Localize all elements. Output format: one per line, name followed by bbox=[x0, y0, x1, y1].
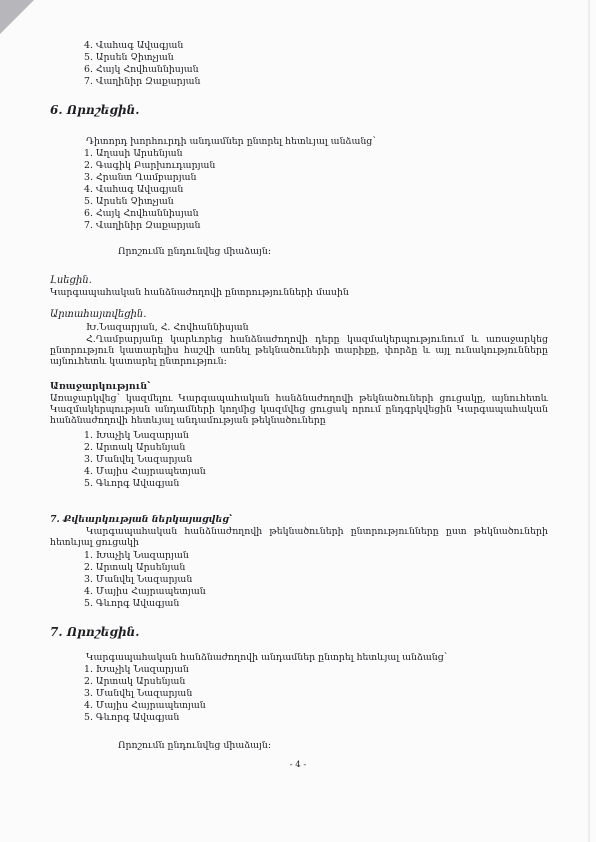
list-item: 4. Մայիս Հայրապետյան bbox=[84, 700, 206, 711]
paragraph: Առաջարկվեց՝ կազմելու Կարգապահական հանձնաժողովի թեկնածուների ցուցակը, այնուհետև Կազմակերպության անդամների կողմից կազմվեց ցուցակ որում ընդգրկվեցին Կարգապահական հանձնաժողովի հետևյալ անդամության թեկնածուները bbox=[50, 393, 548, 426]
page-edge-shadow bbox=[587, 0, 590, 842]
list-item: 4. Վահագ Ավագյան bbox=[84, 184, 184, 195]
paragraph: Կարգապահական հանձնաժողովի անդամներ ընտրել հետևյալ անձանց՝ bbox=[86, 652, 448, 663]
list-item: 1. Աղասի Արսենյան bbox=[84, 148, 183, 159]
speakers: Խ.Նազարյան, Հ. Հովհաննիսյան bbox=[86, 322, 249, 333]
list-item: 3. Մանվել Նազարյան bbox=[84, 574, 193, 585]
list-item: 2. Արտակ Արսենյան bbox=[84, 442, 186, 453]
paragraph: Հ.Ղամբարյանը կարևորեց հանձնաժողովի դերը կազմակերպությունում և առաջարկեց ընտրություն կատարելիս հաշվի առնել թեկնածուների տարիքը, փորձը և այլ ունակությունները այնուհետև կատարել ընտրություն: bbox=[50, 334, 548, 367]
list-item: 2. Արտակ Արսենյան bbox=[84, 676, 186, 687]
list-item: 3. Մանվել Նազարյան bbox=[84, 688, 193, 699]
list-item: 6. Հայկ Հովհաննիսյան bbox=[84, 208, 199, 219]
section-heading: Առաջարկություն՝ bbox=[50, 381, 151, 392]
section-heading: Լսեցին. bbox=[50, 275, 92, 286]
list-item: 4. Մայիս Հայրապետյան bbox=[84, 466, 206, 477]
list-item: 5. Գևորգ Ավագյան bbox=[84, 598, 180, 609]
list-item: 3. Մանվել Նազարյան bbox=[84, 454, 193, 465]
list-item: 7. Վաղինիր Զաքարյան bbox=[84, 76, 201, 87]
list-item: 6. Հայկ Հովհաննիսյան bbox=[84, 64, 199, 75]
list-item: 1. Խաչիկ Նազարյան bbox=[84, 550, 189, 561]
page-number: - 4 - bbox=[289, 760, 307, 770]
paragraph: Դիտորդ խորհուրդի անդամներ ընտրել հետևյալ անձանց՝ bbox=[86, 136, 376, 147]
page-corner-fold bbox=[0, 0, 34, 34]
list-item: 4. Վահագ Ավագյան bbox=[84, 40, 184, 51]
list-item: 2. Արտակ Արսենյան bbox=[84, 562, 186, 573]
section-heading: 7. Որոշեցին. bbox=[50, 625, 140, 639]
section-heading: 7. Քվեարկության ներկայացվեց՝ bbox=[50, 514, 233, 525]
section-heading: Արտահայտվեցին. bbox=[50, 309, 147, 320]
vote-result: Որոշումն ընդունվեց միաձայն: bbox=[118, 246, 272, 257]
list-item: 5. Գևորգ Ավագյան bbox=[84, 478, 180, 489]
list-item: 5. Արսեն Չիտչյան bbox=[84, 196, 174, 207]
list-item: 1. Խաչիկ Նազարյան bbox=[84, 430, 189, 441]
vote-result: Որոշումն ընդունվեց միաձայն: bbox=[118, 740, 272, 751]
list-item: 2. Գագիկ Բարխուդարյան bbox=[84, 160, 216, 171]
list-item: 5. Արսեն Չիտչյան bbox=[84, 52, 174, 63]
section-heading: 6. Որոշեցին. bbox=[50, 103, 140, 117]
list-item: 3. Հրանտ Ղամբարյան bbox=[84, 172, 197, 183]
paragraph: Կարգապահական հանձնաժողովի թեկնածուների ընտրությունները ըստ թեկնածուների հետևյալ ցուցակի bbox=[50, 526, 548, 548]
list-item: 1. Խաչիկ Նազարյան bbox=[84, 664, 189, 675]
list-item: 4. Մայիս Հայրապետյան bbox=[84, 586, 206, 597]
list-item: 7. Վաղինիր Զաքարյան bbox=[84, 220, 201, 231]
list-item: 5. Գևորգ Ավագյան bbox=[84, 712, 180, 723]
paragraph: Կարգապահական հանձնաժողովի ընտրությունների մասին bbox=[50, 287, 349, 298]
